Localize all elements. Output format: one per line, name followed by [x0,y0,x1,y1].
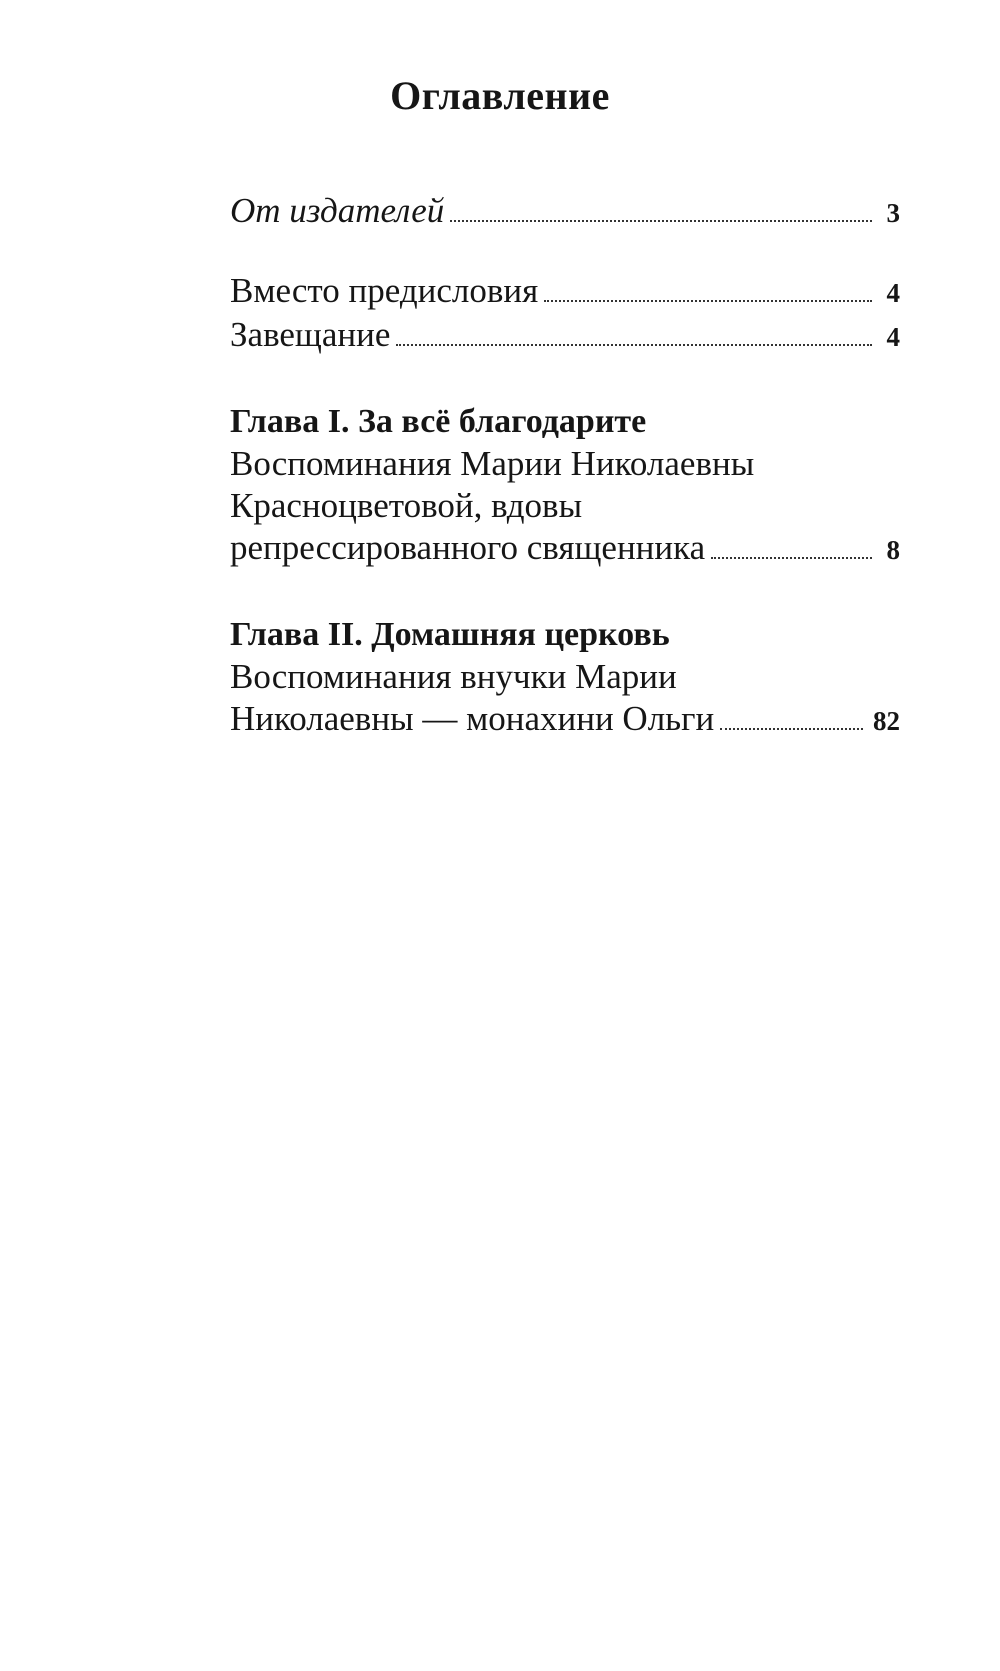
chapter-subtitle-line: Николаевны — монахини Ольги [230,699,715,738]
toc-chapter-2[interactable] [230,614,900,742]
dot-leader [450,219,872,222]
chapter-heading: Глава II. Домашняя церковь [230,616,670,653]
toc-page-number: 4 [886,278,900,308]
chapter-heading: Глава I. За всё благодарите [230,403,647,440]
dot-leader [544,299,872,302]
toc-entry-from-publishers[interactable] [230,190,900,234]
toc-chapter-1[interactable] [230,401,900,571]
dot-leader [720,727,863,730]
toc-page-number: 82 [873,706,900,736]
chapter-subtitle-last-line [230,698,900,742]
chapter-subtitle-line: Красноцветовой, вдовы [230,486,583,525]
dot-leader [396,343,872,346]
toc-page-number: 8 [886,535,900,565]
chapter-subtitle-line: Воспоминания внучки Марии [230,657,677,696]
toc-entry-instead-of-preface[interactable] [230,270,900,314]
toc-entry-title: Вместо предисловия [230,271,539,310]
toc-entry-title: Завещание [230,315,391,354]
chapter-subtitle-line: Воспоминания Марии Николаевны [230,444,755,483]
chapter-subtitle-line: репрессированного священника [230,528,706,567]
toc-entry-testament[interactable] [230,314,900,358]
chapter-subtitle-last-line [230,527,900,571]
toc-entry-title: От издателей [230,191,445,230]
toc-page-number: 4 [886,322,900,352]
table-of-contents [230,190,900,742]
page-title: Оглавление [390,73,610,118]
dot-leader [711,556,872,559]
toc-page-number: 3 [886,198,900,228]
